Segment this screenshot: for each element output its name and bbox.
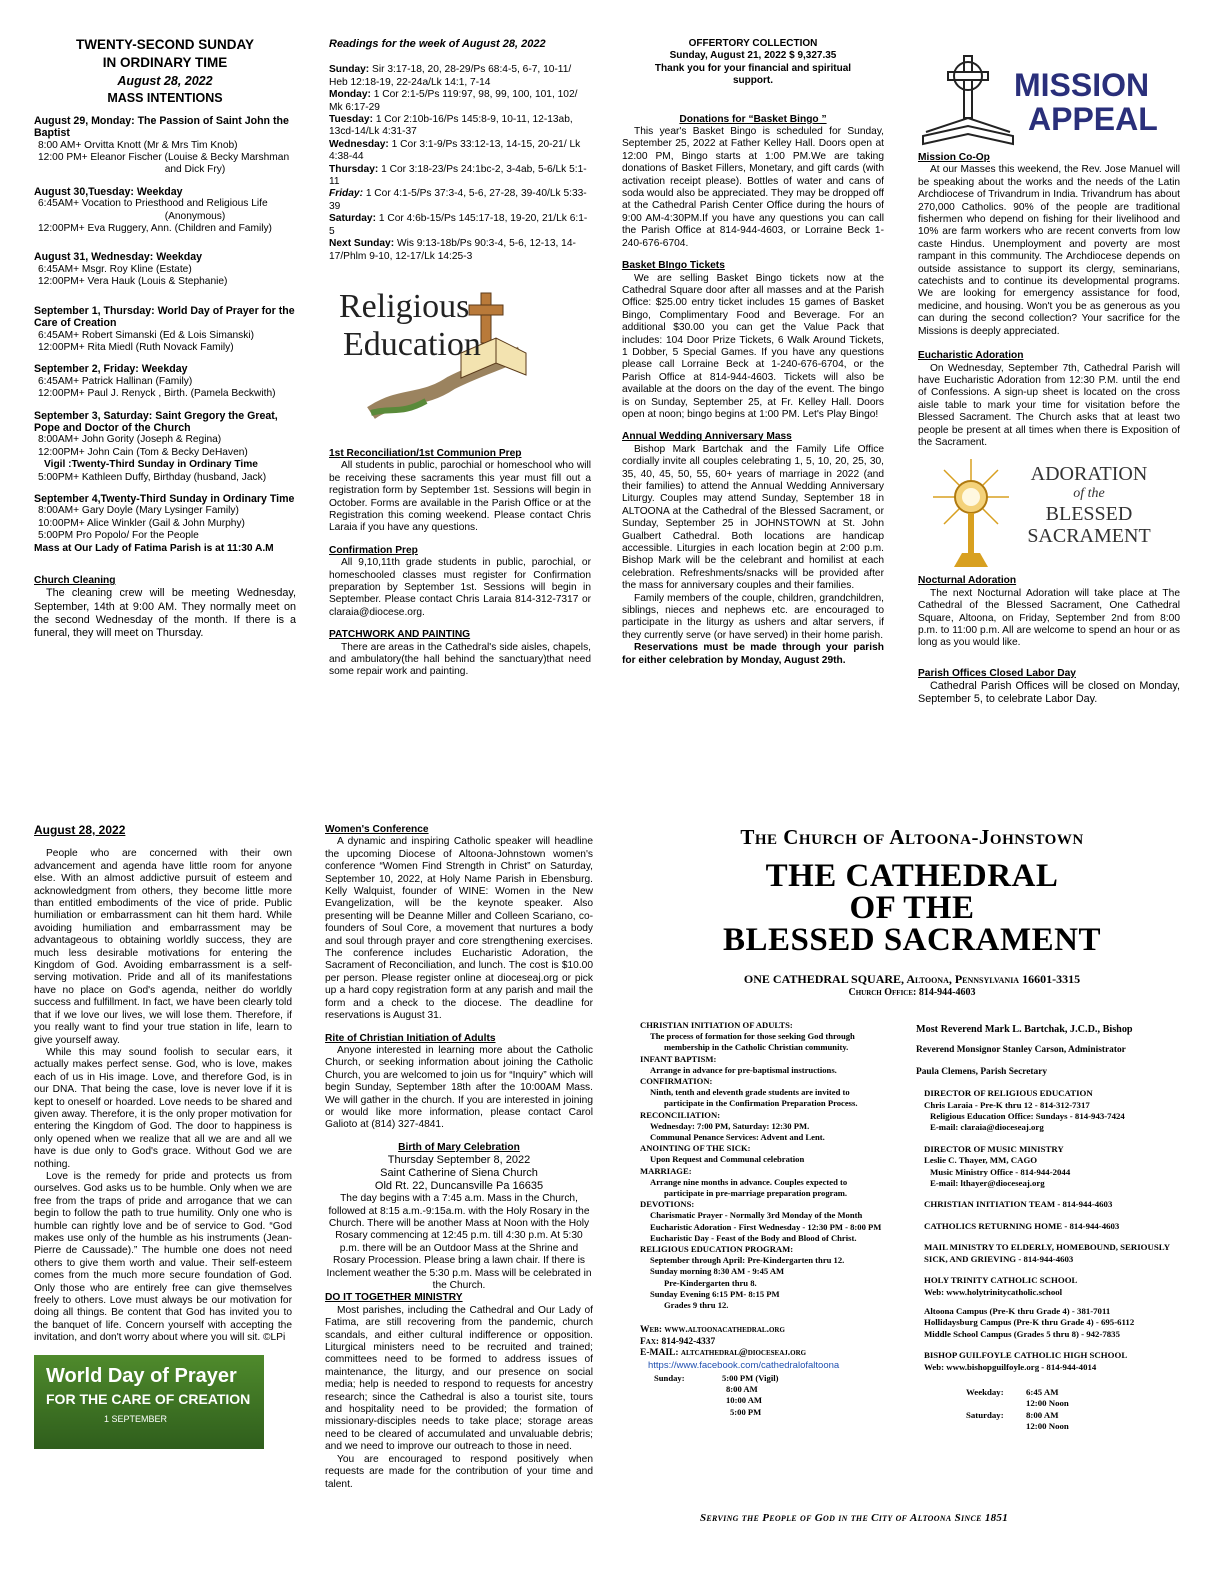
sacrament-detail: September through April: Pre-Kindergarten thru 12. [650,1255,845,1266]
sacrament-heading: CONFIRMATION: [640,1076,713,1087]
weekday-row [966,1387,1186,1410]
staff-detail: Leslie C. Thayer, MM, CAGO [924,1155,1038,1166]
reading-day: Saturday: [329,213,376,225]
do-it-together-heading: DO IT TOGETHER MINISTRY [325,1292,463,1304]
sacrament-heading: RECONCILIATION: [640,1109,721,1120]
intention-day-heading: September 2, Friday: Weekday [34,363,188,376]
reading-entry [329,114,591,139]
staff-title: CATHOLICS RETURNING HOME - 814-944-4603 [924,1220,1120,1231]
reading-citation: 1 Cor 2:10b-16/Ps 145:8-9, 10-11, 12-13ab, 13cd-14/Lk 4:31-37 [329,114,573,138]
website-link[interactable]: Web: www.altoonacathedral.org [640,1325,785,1336]
reading-entry [329,89,591,114]
church-cleaning-heading: Church Cleaning [34,575,116,586]
staff-entry [916,1350,1186,1373]
staff-entry [916,1199,1186,1210]
bingo-tickets-text: We are selling Basket Bingo tickets now at the Cathedral Square door after all masses and at the Parish Office: $25.00 entry ticket includes 15 games of Basket Bingo, Complimentary Food and Beverage. For an additional $30.00 you can get the Value Pack that includes: 104 Door Prize Tickets, 6 Walk Around Tickets, 1 Dobber, 5 Special Games. If you have any questions please call Lorraine Beck at 1-240-676-6704, or the Parish Office at 814-944-4603. Tickets will also be available at the doors on the day of the event. The bingo is on Sunday, September 25, at Fr. Kelley Hall. Doors open at noon; bingo begins at 1:00 PM. Let's Play Bingo! [622,272,884,420]
staff-detail: Hollidaysburg Campus (Pre-K thru Grade 4) - 695-6112 [924,1317,1135,1328]
staff-detail: Web: www.bishopguilfoyle.org - 814-944-4014 [924,1361,1097,1372]
contact-block [640,1325,910,1360]
reading-entry [329,164,591,189]
staff-entry [916,1275,1186,1298]
sacrament-detail: participate in the Confirmation Preparation Process. [664,1098,858,1109]
birth-of-mary-heading: Birth of Mary Celebration [398,1141,520,1153]
reflection-paragraph-1: People who are concerned with their own advancement and agenda have little room for anyone else. With an almost addictive pursuit of esteem and acknowledgment from others, they become little more than entitled embodiments of the vice of pride. Public humiliation or embarrassment can hit them hard. While avoiding humiliation and embarrassment may be advantageous to obtaining worldly success, they are much less desirable motivations for entering the Kingdom of God. Avoiding embarrassment is a self-serving motivation. Pride and all of its manifestations have no place on God's agenda, neither do worldly success and fulfillment. In fact, we have been clearly told that if we love our lives, we will lose them. Therefore, if you really want to find your true station in life, learn to give yourself away. [34,848,292,1046]
wedding-family-text: Family members of the couple, children, grandchildren, siblings, nieces and nephews etc. are encouraged to participate in the liturgy as ushers and altar servers, if they currently serve (or have served) in their home parish. [622,592,884,641]
reading-entry [329,188,591,213]
weekday-time: 12:00 Noon [1026,1421,1069,1432]
intention-line: 5:00PM+ Kathleen Duffy, Birthday (husband, Jack) [38,471,267,483]
staff-title: HOLY TRINITY CATHOLIC SCHOOL [924,1275,1078,1286]
reading-citation: 1 Cor 4:1-5/Ps 37:3-4, 5-6, 27-28, 39-40/Lk 5:33-39 [329,188,587,212]
intention-line: 8:00AM+ Gary Doyle (Mary Lysinger Family) [38,505,239,517]
labor-day-heading: Parish Offices Closed Labor Day [918,667,1076,679]
staff-entry [916,1067,1186,1078]
reading-day: Monday: [329,89,371,101]
staff-entry [916,1144,1186,1190]
intention-day-heading: August 30,Tuesday: Weekday [34,185,183,198]
sacrament-detail: Sunday morning 8:30 AM - 9:45 AM [650,1266,785,1277]
reading-entry [329,64,591,89]
sunday-title-line2: IN ORDINARY TIME [102,55,228,70]
staff-title: CHRISTIAN INITIATION TEAM - 814-944-4603 [924,1199,1113,1210]
staff-title: Paula Clemens, Parish Secretary [916,1066,1048,1077]
world-day-of-prayer-banner [34,1355,264,1449]
mission-column [918,48,1180,705]
world-day-subtitle: FOR THE CARE OF CREATION [46,1390,251,1407]
intention-line: Vigil :Twenty-Third Sunday in Ordinary Time [44,459,258,471]
adoration-word: ADORATION [1030,463,1148,486]
staff-title: BISHOP GUILFOYLE CATHOLIC HIGH SCHOOL [924,1350,1128,1361]
reading-citation: 1 Cor 3:18-23/Ps 24:1bc-2, 3-4ab, 5-6/Lk 5:1-11 [329,163,587,188]
sacrament-detail: Eucharistic Adoration - First Wednesday - 12:30 PM - 8:00 PM [650,1221,882,1232]
readings-title: Readings for the week of August 28, 2022 [329,38,546,50]
do-it-together-encouragement: You are encouraged to respond positively when requests are made for the contribution of your time and talent. [325,1453,593,1490]
birth-of-mary-line: Thursday September 8, 2022 [387,1154,531,1167]
offertory-amount: Sunday, August 21, 2022 $ 9,327.35 [669,50,837,62]
intention-line: 6:45AM+ Robert Simanski (Ed & Lois Simanski) [38,329,255,341]
reading-entry [329,213,591,238]
intention-line: 6:45AM+ Patrick Hallinan (Family) [38,375,193,387]
sunday-times-list [722,1373,778,1418]
intention-day [34,186,296,236]
intention-line: 8:00AM+ John Gority (Joseph & Regina) [38,434,222,446]
womens-conference-heading: Women's Conference [325,824,429,835]
religious-education-word2: Education [343,325,481,363]
mission-word: MISSION [1014,67,1150,103]
sacrament-detail: The process of formation for those seeking God through [650,1031,855,1042]
blessed-word: BLESSED [1045,503,1133,526]
intention-line: 6:45AM+ Vocation to Priesthood and Religious Life [38,198,268,210]
sacrament-heading: ANOINTING OF THE SICK: [640,1143,751,1154]
mission-coop-text: At our Masses this weekend, the Rev. Jose Manuel will be speaking about the works and the needs of the Latin Archdiocese of Trivandrum in India. Trivandrum has about 270,000 Catholics. 90% of the people are traditional fishermen who depend on fishing for their livelihood and 10% are farm workers who are recent converts from low caste Hindus. Unemployment and poverty are most rampant in this community. The Archdiocese depends on outside assistance to support its clergy, seminarians, catechists and to continue its developmental programs. We are looking for emergency assistance for food, medicine, and housing. Won't you be as generous as you can during the second collection? Your sacrifice for the Missions is deeply appreciated. [918,164,1180,337]
sunday-mass-time: 8:00 AM [726,1384,758,1395]
sunday-mass-time: 5:00 PM (Vigil) [722,1372,779,1383]
readings-list [329,64,591,263]
weekday-label: Saturday: [966,1409,1004,1420]
monstrance-icon [926,457,1016,573]
staff-detail: E-mail: lthayer@dioceseaj.org [930,1178,1045,1189]
intention-line: 12:00PM+ Vera Hauk (Louis & Stephanie) [38,276,228,288]
confirmation-prep-text: All 9,10,11th grade students in public, parochial, or homeschooled classes must register for Confirmation preparation by September 1st. Sessions will begin in September. Please contact Chris Laraia 814-312-7317 or claraia@diocese.org. [329,557,591,618]
diocese-title: The Church of Altoona-Johnstown [740,825,1084,849]
reading-citation: Wis 9:13-18b/Ps 90:3-4, 5-6, 12-13, 14-17/Phlm 9-10, 12-17/Lk 14:25-3 [329,238,576,262]
sunday-mass-time: 5:00 PM [730,1406,762,1417]
staff-detail: Web: www.holytrinitycatholic.school [924,1286,1063,1297]
staff-column [916,1024,1186,1433]
intention-line: and Dick Fry) [164,164,226,176]
intention-line: Mass at Our Lady of Fatima Parish is at 11:30 A.M [34,542,274,554]
church-office-phone: Church Office: 814-944-4603 [848,987,976,998]
intention-day [34,493,296,555]
footer-tagline: Serving the People of God in the City of Altoona Since 1851 [700,1512,1009,1524]
staff-title: Most Reverend Mark L. Bartchak, J.C.D., Bishop [916,1024,1133,1035]
sacrament-detail: Ninth, tenth and eleventh grade students are invited to [650,1087,850,1098]
birth-of-mary-line: Old Rt. 22, Duncansville Pa 16635 [374,1180,544,1193]
sacrament-detail: participate in pre-marriage preparation program. [664,1188,848,1199]
offertory-thanks: Thank you for your financial and spiritual support. [654,62,852,87]
readings-column [329,38,591,679]
sunday-title [34,36,296,72]
sacrament-detail: membership in the Catholic Christian community. [664,1042,849,1053]
religious-education-logo [329,283,591,428]
email-link[interactable]: E-MAIL: altcathedral@dioceseaj.org [640,1348,807,1359]
sunday-label: Sunday: [654,1372,685,1383]
staff-entry [916,1306,1186,1340]
staff-entry [916,1045,1186,1056]
intention-day [34,305,296,355]
staff-entry [916,1024,1186,1035]
sacrament-heading: DEVOTIONS: [640,1199,695,1210]
intention-day [34,363,296,400]
cathedral-name-line3: BLESSED SACRAMENT [722,922,1101,958]
intention-line: 6:45AM+ Msgr. Roy Kline (Estate) [38,263,192,275]
birth-of-mary-details [325,1154,593,1193]
intention-line: 5:00PM Pro Popolo/ For the People [38,530,199,542]
reading-day: Tuesday: [329,114,373,126]
offertory-column [622,38,884,667]
intention-day [34,251,296,288]
staff-entry [916,1221,1186,1232]
fax-number: Fax: 814-942-4337 [640,1336,716,1347]
patchwork-text: There are areas in the Cathedral's side aisles, chapels, and ambulatory(the hall behind the sanctuary)that need some repair work and painting. [329,641,591,678]
intention-line: (Anonymous) [164,210,226,222]
appeal-word: APPEAL [1028,101,1158,137]
intention-day-heading: September 1, Thursday: World Day of Prayer for the Care of Creation [34,304,295,330]
eucharistic-adoration-text: On Wednesday, September 7th, Cathedral Parish will have Eucharistic Adoration from 12:30 P.M. until the end of Confessions. A sign-up sheet is located on the cross aisle table to mark your time for visitation before the Blessed Sacrament. The Church asks that at least two people be present at all times when there is Exposition of the Sacrament. [918,362,1180,448]
reflection-column [34,824,292,1449]
intention-day [34,115,296,177]
staff-detail: Religious Education Office: Sundays - 814-943-7424 [930,1111,1125,1122]
of-the-word: of the [1073,486,1105,502]
reflection-paragraph-3: Love is the remedy for pride and protects us from ourselves. God asks us to be humble. Only when we are free from the traps of pride and arrogance that we can begin to follow the path to true humility. Only one who is humble can rightly love and be of service to God. “God makes use only of the humble as his instruments (Jean-Pierre de Caussade).” The humble one does not need others to give them worth and value. Their self-esteem comes from the much more secure foundation of God. Only those who are entirely free can give themselves freely to others. Love must always be our motivation for doing all things. Be content that God has invited you to the banquet of life. Concern yourself with accepting the invitation, and don't worry about where you will sit. ©LPi [34,1170,292,1344]
world-day-date: 1 SEPTEMBER [104,1413,168,1424]
sunday-mass-times [640,1373,910,1418]
sacrament-detail: Grades 9 thru 12. [664,1300,729,1311]
nocturnal-adoration-heading: Nocturnal Adoration [918,575,1017,587]
sacrament-detail: Arrange nine months in advance. Couples expected to [650,1176,848,1187]
world-day-title: World Day of Prayer [46,1364,237,1387]
mission-appeal-logo [918,48,1180,148]
facebook-link[interactable]: https://www.facebook.com/cathedralofaltoona [648,1359,840,1371]
staff-detail: Middle School Campus (Grades 5 thru 8) - 942-7835 [924,1328,1120,1339]
sacrament-heading: INFANT BAPTISM: [640,1053,717,1064]
sacrament-detail: Sunday Evening 6:15 PM- 8:15 PM [650,1288,780,1299]
sacrament-heading: CHRISTIAN INITIATION OF ADULTS: [640,1020,793,1030]
donations-text: This year's Basket Bingo is scheduled for Sunday, September 25, 2022 at Father Kelley Hall. Doors open at 12:00 PM, Bingo starts at 1:00 PM.We are taking donations of Basket Fillers, Monetary, and gift cards (with activation receipt please). Bottles of water and cans of soda would also be appreciated. They may be dropped off at the Cathedral Parish Center Office during the hours of 9:00 AM-4:30PM.If you have any questions you can call the Parish Office at 814-944-4603, or Lorraine Beck 1-240-676-6704. [622,126,884,249]
wedding-anniversary-heading: Annual Wedding Anniversary Mass [622,431,792,443]
staff-title: Altoona Campus (Pre-K thru Grade 4) - 381-7011 [924,1305,1111,1316]
weekday-time: 6:45 AM [1026,1386,1059,1397]
reading-citation: 1 Cor 3:1-9/Ps 33:12-13, 14-15, 20-21/ Lk 4:38-44 [329,138,581,163]
sacrament-detail: Upon Request and Communal celebration [650,1154,805,1165]
bingo-tickets-heading: Basket BIngo Tickets [622,260,725,272]
eucharistic-adoration-heading: Eucharistic Adoration [918,350,1024,362]
announcements-column [325,824,593,1491]
sacrament-detail: Eucharistic Day - Feast of the Body and Blood of Christ. [650,1232,857,1243]
reading-day: Wednesday: [329,138,389,150]
staff-list [916,1024,1186,1373]
weekday-time: 8:00 AM [1026,1409,1059,1420]
do-it-together-text: Most parishes, including the Cathedral and Our Lady of Fatima, are still recovering from the pandemic, church scandals, and either cultural indifference or opposition. Liturgical ministers need to be recruited and trained; committees need to be formed to address issues of maintenance, the liturgy, and our presence on social media; help is needed to respond to requests for ancestry research; since the Cathedral is also a tourist site, tours and hospitality need to be provided; the formation of missionary-disciples needs to take place; storage areas need to be cleared of accumulated and unvaluable debris; and we need to improve our outreach to those in need. [325,1304,593,1453]
intentions-list [34,115,296,555]
weekday-mass-times [966,1387,1186,1433]
reading-day: Next Sunday: [329,238,395,250]
adoration-logo [918,457,1180,573]
womens-conference-text: A dynamic and inspiring Catholic speaker will headline the upcoming Diocese of Altoona-Johnstown women's conference “Women Find Strength in Christ” on Saturday, September 10, 2022, at Holy Name Parish in Ebensburg. Kelly Walquist, founder of WINE: Women in the New Evangelization, will be the keynote speaker. Also presenting will be Deanne Miller and Colleen Scariano, co-founders of Soul Core, a movement that nurtures a body and soul through prayer and core strengthening exercises. The conference includes Eucharistic Adoration, the Sacrament of Reconciliation, and lunch. The cost is $10.00 per person. Please register online at dioceseaj.org or pick up a hard copy registration form at any parish and mail the form and a check to the diocese. The deadline for reservations is August 31. [325,836,593,1022]
reading-day: Thursday: [329,163,379,175]
sacrament-detail: Arrange in advance for pre-baptismal instructions. [650,1064,837,1075]
sacrament-detail: Communal Penance Services: Advent and Lent. [650,1132,825,1143]
nocturnal-adoration-text: The next Nocturnal Adoration will take place at The Cathedral of the Blessed Sacrament, One Cathedral Square, Altoona, on Friday, September 2nd from 8:00 p.m. to 11:00 p.m. All are welcome to spend an hour or as long as you would like. [918,587,1180,649]
masthead [620,824,1204,998]
weekday-times [1026,1387,1069,1410]
patchwork-heading: PATCHWORK AND PAINTING [329,629,471,641]
birth-of-mary-text: The day begins with a 7:45 a.m. Mass in the Church, followed at 8:15 a.m.-9:15a.m. with the Holy Rosary in the Church. There will be another Mass at Noon with the Holy Rosary commencing at 12:45 p.m. till 4:30 p.m. At 5:30 p.m. there will be an Outdoor Mass at the Shrine and Rosary Procession. Please bring a lawn chair. If there is Inclement weather the 5:30 p.m. Mass will be celebrated in the Church. [326,1193,592,1291]
adoration-wordmark [1014,463,1164,547]
staff-title: DIRECTOR OF MUSIC MINISTRY [924,1143,1064,1154]
sacraments-list [640,1020,910,1311]
sacrament-detail: Wednesday: 7:00 PM, Saturday: 12:30 PM. [650,1120,810,1131]
sunday-mass-time: 10:00 AM [726,1395,763,1406]
labor-day-text: Cathedral Parish Offices will be closed on Monday, September 5, to celebrate Labor Day. [918,680,1180,705]
mass-intentions-heading: MASS INTENTIONS [107,91,223,106]
first-reconciliation-text: All students in public, parochial or homeschool who will be receiving these sacraments this year must fill out a registration form by September 1st. Sessions will begin in October. Forms are available in the Parish Office or at the Registration this coming weekend. Please contact Chris Laraia if you have any questions. [329,460,591,534]
staff-title: Reverend Monsignor Stanley Carson, Administrator [916,1045,1126,1056]
wedding-anniversary-text: Bishop Mark Bartchak and the Family Life Office cordially invite all couples celebrating 1, 5, 10, 20, 25, 30, 35, 40, 45, 50, 55, 60+ years of marriage in 2022 (and their families) to attend the Annual Wedding Anniversary Liturgy. Couples may attend Sunday, September 18 in ALTOONA at the Cathedral of the Blessed Sacrament, or Sunday, September 25 in JOHNSTOWN at St. John Gualbert Cathedral. Both locations are handicap accessible. Liturgies in each location begin at 2:00 p.m. Bishop Mark will be the celebrant and homilist at each celebration. Refreshments/snacks will be provided after the mass for anniversary couples and their families. [622,443,884,592]
intention-line: 8:00 AM+ Orvitta Knott (Mr & Mrs Tim Knob) [38,139,238,151]
weekday-times [1026,1410,1069,1433]
intention-day-heading: August 29, Monday: The Passion of Saint John the Baptist [34,114,289,140]
mission-cross-book-icon [918,48,1018,148]
reading-day: Friday: [329,188,363,200]
reflection-date: August 28, 2022 [34,823,126,837]
intention-line: 10:00PM+ Alice Winkler (Gail & John Murphy) [38,517,245,529]
intention-line: 12:00 PM+ Eleanor Fischer (Louise & Becky Marshman [38,152,290,164]
offertory-heading: OFFERTORY COLLECTION [688,38,818,49]
church-cleaning-text: The cleaning crew will be meeting Wednesday, September, 14th at 9:00 AM. They normally meet on the second Wednesday of the month. If there is a funeral, they will meet on Thursday. [34,587,296,640]
religious-education-word1: Religious [339,287,470,325]
reading-day: Sunday: [329,64,370,76]
staff-detail: Chris Laraia - Pre-K thru 12 - 814-312-7317 [924,1099,1090,1110]
sacrament-heading: RELIGIOUS EDUCATION PROGRAM: [640,1244,794,1255]
mission-coop-heading: Mission Co-Op [918,152,990,163]
reading-entry [329,238,591,263]
first-reconciliation-heading: 1st Reconciliation/1st Communion Prep [329,447,522,459]
intention-day [34,410,296,484]
reading-entry [329,139,591,164]
weekday-time: 12:00 Noon [1026,1398,1069,1409]
sacraments-column [640,1020,910,1418]
weekday-row [966,1410,1186,1433]
staff-detail: E-mail: claraia@dioceseaj.org [930,1122,1044,1133]
intention-day-heading: September 3, Saturday: Saint Gregory the Great, Pope and Doctor of the Church [34,409,278,434]
sacrament-detail: Pre-Kindergarten thru 8. [664,1277,757,1288]
wedding-reservations-text: Reservations must be made through your parish for either celebration by Monday, August 29th. [622,642,884,666]
intention-day-heading: September 4,Twenty-Third Sunday in Ordinary Time [34,492,295,505]
staff-entry [916,1242,1186,1265]
intention-line: 12:00PM+ Rita Miedl (Ruth Novack Family) [38,341,234,353]
intention-day-heading: August 31, Wednesday: Weekday [34,251,202,264]
staff-title: DIRECTOR OF RELIGIOUS EDUCATION [924,1088,1093,1099]
rcia-text: Anyone interested in learning more about the Catholic Church, or seeking information about joining the Catholic Church, you are welcomed to join us for “Inquiry” which will begin Sunday, September 18th after the 10:00AM Mass. We will gather in the church. If you are interested in joining or would like more information, please contact Carol Galioto at (814) 327-4841. [325,1044,593,1131]
sacrament-word: SACRAMENT [1027,525,1151,548]
reading-citation: 1 Cor 2:1-5/Ps 119:97, 98, 99, 100, 101, 102/ Mk 6:17-29 [329,89,578,113]
reflection-paragraph-2: While this may sound foolish to secular ears, it actually makes perfect sense. God, who is love, makes each of us in His image. Love, and therefore God, is in our DNA. That being the case, love is never love if it is kept to oneself or hoarded. Love needs to be shared and given away. Therefore, it is the only proper motivation for entering the Kingdom of God. The door to happiness is only opened when we realize that all we are and all we have is due only to God's grace. Without God we are nothing. [34,1046,292,1170]
staff-title: MAIL MINISTRY TO ELDERLY, HOMEBOUND, SERIOUSLY SICK, AND GRIEVING - 814-944-4603 [924,1242,1170,1264]
confirmation-prep-heading: Confirmation Prep [329,544,418,556]
sunday-date: August 28, 2022 [117,74,213,88]
weekday-label: Weekday: [966,1386,1004,1397]
sacrament-detail: Charismatic Prayer - Normally 3rd Monday of the Month [650,1210,863,1221]
staff-entry [916,1088,1186,1134]
birth-of-mary-line: Saint Catherine of Siena Church [380,1167,538,1180]
reading-citation: Sir 3:17-18, 20, 28-29/Ps 68:4-5, 6-7, 10-11/ Heb 12:18-19, 22-24a/Lk 14:1, 7-14 [329,64,572,88]
intention-line: 12:00PM+ Paul J. Renyck , Birth. (Pamela Beckwith) [38,388,276,400]
reading-citation: 1 Cor 4:6b-15/Ps 145:17-18, 19-20, 21/Lk 6:1-5 [329,213,588,237]
donations-heading: Donations for “Basket Bingo ” [679,113,827,125]
cathedral-name-line2: OF THE [849,890,975,926]
staff-detail: Music Ministry Office - 814-944-2044 [930,1166,1071,1177]
cathedral-name-line1: THE CATHEDRAL [765,858,1059,894]
intention-line: 12:00PM+ Eva Ruggery, Ann. (Children and Family) [38,223,272,235]
intention-line: 12:00PM+ John Cain (Tom & Becky DeHaven) [38,446,248,458]
sacrament-heading: MARRIAGE: [640,1165,692,1176]
sunday-title-line1: TWENTY-SECOND SUNDAY [75,37,255,52]
mass-intentions-column [34,36,296,640]
cathedral-address: ONE CATHEDRAL SQUARE, Altoona, Pennsylvania 16601-3315 [743,972,1081,986]
rcia-heading: Rite of Christian Initiation of Adults [325,1032,496,1044]
